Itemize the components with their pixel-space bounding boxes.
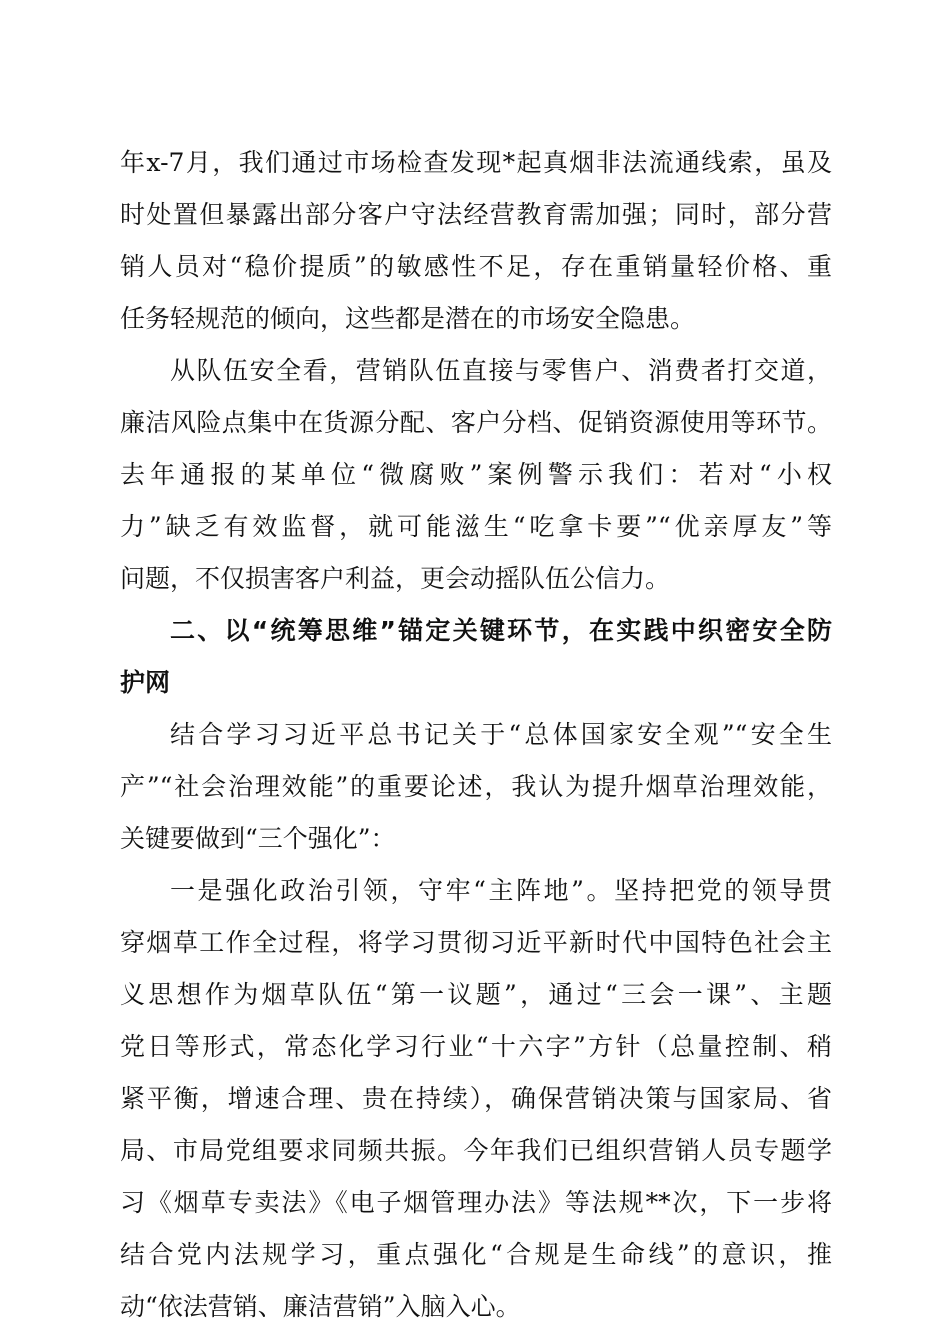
body-line: 义思想作为烟草队伍“第一议题”，通过“三会一课”、主题 [120,980,832,1009]
body-line: 问题，不仅损害客户利益，更会动摇队伍公信力。 [120,564,671,593]
body-line: 从队伍安全看，营销队伍直接与零售户、消费者打交道， [170,356,832,385]
body-line: 结合学习习近平总书记关于“总体国家安全观”“安全生 [170,720,832,749]
body-line: 习《烟草专卖法》《电子烟管理办法》等法规**次，下一步将 [120,1188,832,1217]
body-line: 产”“社会治理效能”的重要论述，我认为提升烟草治理效能， [120,772,832,801]
body-line: 一是强化政治引领，守牢“主阵地”。坚持把党的领导贯 [170,876,832,905]
body-line: 紧平衡，增速合理、贵在持续），确保营销决策与国家局、省 [120,1084,832,1113]
body-line: 力”缺乏有效监督，就可能滋生“吃拿卡要”“优亲厚友”等 [120,512,832,541]
body-line: 结合党内法规学习，重点强化“合规是生命线”的意识，推 [120,1240,832,1269]
body-line: 动“依法营销、廉洁营销”入脑入心。 [120,1292,521,1321]
body-line: 任务轻规范的倾向，这些都是潜在的市场安全隐患。 [120,304,696,333]
body-line: 廉洁风险点集中在货源分配、客户分档、促销资源使用等环节。 [120,408,832,437]
body-line: 销人员对“稳价提质”的敏感性不足，存在重销量轻价格、重 [120,252,832,281]
body-line: 时处置但暴露出部分客户守法经营教育需加强；同时，部分营 [120,200,832,229]
body-line: 局、市局党组要求同频共振。今年我们已组织营销人员专题学 [120,1136,832,1165]
section-heading: 二、以“统筹思维”锚定关键环节，在实践中织密安全防 [170,616,832,645]
body-line: 年x-7月，我们通过市场检查发现*起真烟非法流通线索，虽及 [120,148,832,177]
section-heading: 护网 [120,668,171,697]
body-line: 去年通报的某单位“微腐败”案例警示我们：若对“小权 [120,460,832,489]
body-line: 党日等形式，常态化学习行业“十六字”方针（总量控制、稍 [120,1032,832,1061]
body-line: 穿烟草工作全过程，将学习贯彻习近平新时代中国特色社会主 [120,928,832,957]
body-line: 关键要做到“三个强化”： [120,824,396,853]
